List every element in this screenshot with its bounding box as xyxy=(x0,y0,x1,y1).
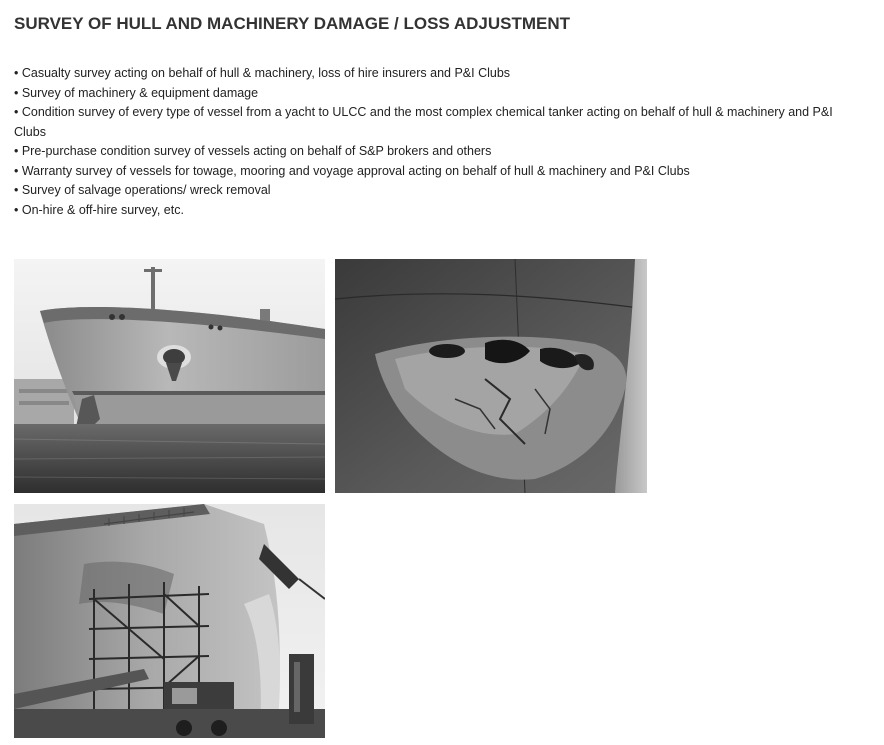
page-title: SURVEY OF HULL AND MACHINERY DAMAGE / LOSS ADJUSTMENT xyxy=(14,14,571,33)
ship-bow-damage-photo xyxy=(14,259,325,493)
list-item: • Survey of salvage operations/ wreck removal xyxy=(14,183,271,197)
list-item: • Warranty survey of vessels for towage, mooring and voyage approval acting on behalf of hull & machinery and P&I Clubs xyxy=(14,163,690,178)
list-item: • Condition survey of every type of vessel from a yacht to ULCC and the most complex chemical tanker acting on behalf of hull & machinery and P&I Clubs xyxy=(14,105,833,139)
list-item: • On-hire & off-hire survey, etc. xyxy=(14,202,184,217)
list-item: • Casualty survey acting on behalf of hull & machinery, loss of hire insurers and P&I Clubs xyxy=(14,66,511,80)
hull-plating-rupture-photo xyxy=(335,259,647,493)
services-list xyxy=(14,64,864,220)
list-item: • Survey of machinery & equipment damage xyxy=(14,85,259,100)
ship-repair-scaffolding-photo xyxy=(14,504,325,738)
list-item: • Pre-purchase condition survey of vessels acting on behalf of S&P brokers and others xyxy=(14,144,492,158)
